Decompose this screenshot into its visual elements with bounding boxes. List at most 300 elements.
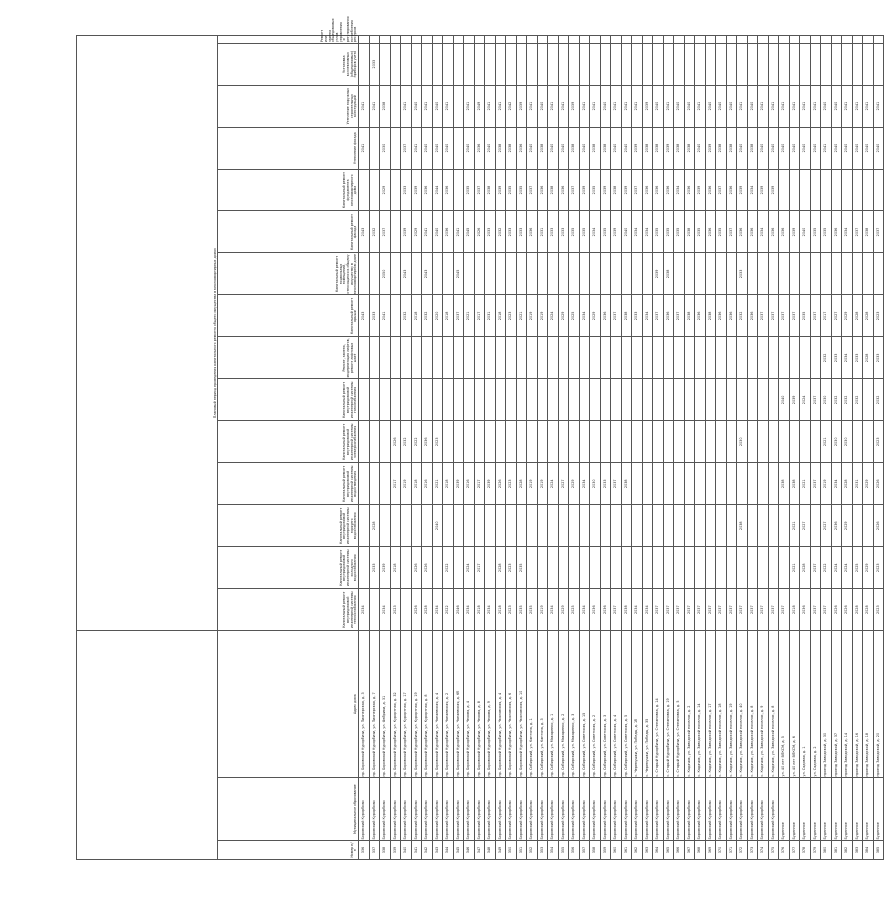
- year-cell: [443, 421, 454, 463]
- year-cell: [747, 547, 758, 589]
- year-cell: 2033: [401, 169, 412, 211]
- year-cell: [569, 421, 580, 463]
- year-cell: [747, 463, 758, 505]
- year-cell: [642, 463, 653, 505]
- year-cell: [800, 253, 811, 295]
- year-cell: 2036: [695, 295, 706, 337]
- year-cell: [390, 36, 401, 44]
- row-number-cell: 375: [768, 841, 779, 860]
- year-cell: 2017: [474, 463, 485, 505]
- year-cell: 2040: [695, 127, 706, 169]
- table-row: [632, 36, 643, 860]
- table-row: [800, 36, 811, 860]
- year-cell: 2040: [779, 379, 790, 421]
- year-cell: [621, 421, 632, 463]
- year-cell: [653, 379, 664, 421]
- year-cell: 2035: [506, 169, 517, 211]
- table-row: [831, 36, 842, 860]
- year-cell: [674, 505, 685, 547]
- year-cell: 2037: [810, 589, 821, 631]
- year-cell: [453, 127, 464, 169]
- year-cell: 2019: [537, 295, 548, 337]
- address-cell: с. Кадачик, ул. Заводской поселок, д. 40: [737, 631, 748, 778]
- year-cell: [642, 36, 653, 44]
- table-row: [432, 36, 443, 860]
- year-cell: [800, 169, 811, 211]
- year-cell: [873, 36, 884, 44]
- year-cell: [873, 169, 884, 211]
- year-cell: [401, 379, 412, 421]
- municipality-cell: Боровский Курорбизи: [663, 778, 674, 841]
- year-cell: 2026: [831, 589, 842, 631]
- address-cell: ул. 40 лет ВЛКСМ, д. 6: [789, 631, 800, 778]
- year-cell: [747, 421, 758, 463]
- year-cell: [768, 379, 779, 421]
- year-cell: 2032: [422, 295, 433, 337]
- year-cell: 2020: [432, 295, 443, 337]
- row-number-cell: 340: [401, 841, 412, 860]
- year-cell: 2038: [779, 463, 790, 505]
- table-row: [359, 36, 370, 860]
- year-cell: [453, 337, 464, 379]
- year-cell: [611, 421, 622, 463]
- table-row: [369, 36, 380, 860]
- year-cell: [810, 36, 821, 44]
- year-cell: 2035: [464, 169, 475, 211]
- year-cell: [716, 43, 727, 85]
- year-cell: [558, 379, 569, 421]
- row-number-cell: 358: [590, 841, 601, 860]
- year-cell: [569, 43, 580, 85]
- year-cell: 2039: [453, 463, 464, 505]
- year-cell: [422, 379, 433, 421]
- year-cell: [411, 253, 422, 295]
- table-row: [516, 36, 527, 860]
- year-cell: [527, 337, 538, 379]
- year-cell: [789, 253, 800, 295]
- year-cell: [485, 337, 496, 379]
- year-cell: [684, 43, 695, 85]
- year-cell: 2037: [810, 463, 821, 505]
- year-cell: [821, 43, 832, 85]
- year-cell: [831, 36, 842, 44]
- header-lift: Ремонт, замена, модернизация лифтов, ремонт лифтовых шахт: [218, 337, 359, 379]
- year-cell: 2034: [485, 589, 496, 631]
- year-cell: [642, 337, 653, 379]
- year-cell: [716, 253, 727, 295]
- year-cell: [453, 547, 464, 589]
- year-cell: [527, 253, 538, 295]
- year-cell: [705, 547, 716, 589]
- year-cell: 2043: [359, 295, 370, 337]
- row-number-cell: 361: [621, 841, 632, 860]
- year-cell: 2041: [873, 85, 884, 127]
- year-cell: [821, 36, 832, 44]
- year-cell: [401, 505, 412, 547]
- address-cell: пр. Боровский Курорбизи, ул. Пионерская, д. 3: [359, 631, 370, 778]
- municipality-cell: Боровский Курорбизи: [401, 778, 412, 841]
- year-cell: 2019: [537, 463, 548, 505]
- municipality-cell: Буденное: [852, 778, 863, 841]
- year-cell: 2027: [831, 295, 842, 337]
- year-cell: 2034: [831, 463, 842, 505]
- year-cell: [779, 547, 790, 589]
- row-number-cell: 343: [432, 841, 443, 860]
- year-cell: 2040: [432, 85, 443, 127]
- table-row: [569, 36, 580, 860]
- year-cell: 2036: [779, 211, 790, 253]
- year-cell: 2040: [821, 85, 832, 127]
- year-cell: [726, 379, 737, 421]
- year-cell: 2029: [863, 463, 874, 505]
- year-cell: 2040: [422, 127, 433, 169]
- year-cell: [485, 43, 496, 85]
- year-cell: 2036: [747, 295, 758, 337]
- municipality-cell: Боровский Курорбизи: [747, 778, 758, 841]
- year-cell: [516, 43, 527, 85]
- year-cell: [558, 43, 569, 85]
- year-cell: [380, 379, 391, 421]
- year-cell: [548, 43, 559, 85]
- year-cell: 2037: [611, 295, 622, 337]
- year-cell: [747, 505, 758, 547]
- year-cell: [831, 43, 842, 85]
- year-cell: 2036: [663, 169, 674, 211]
- year-cell: [485, 547, 496, 589]
- year-cell: [779, 337, 790, 379]
- year-cell: [653, 36, 664, 44]
- year-cell: 2029: [842, 505, 853, 547]
- year-cell: 2040: [873, 127, 884, 169]
- year-cell: 2032: [821, 337, 832, 379]
- year-cell: 2033: [873, 337, 884, 379]
- year-cell: 2037: [758, 295, 769, 337]
- year-cell: 2039: [758, 169, 769, 211]
- year-cell: [789, 337, 800, 379]
- year-cell: [380, 337, 391, 379]
- year-cell: [495, 337, 506, 379]
- year-cell: [359, 463, 370, 505]
- address-cell: с. Кадачик, ул. Заводской поселок, д. 17: [705, 631, 716, 778]
- year-cell: [527, 547, 538, 589]
- year-cell: 2040: [579, 127, 590, 169]
- year-cell: 2023: [873, 589, 884, 631]
- row-number-cell: 377: [789, 841, 800, 860]
- year-cell: 2039: [789, 211, 800, 253]
- year-cell: 2038: [548, 169, 559, 211]
- year-cell: 2036: [600, 295, 611, 337]
- year-cell: [537, 547, 548, 589]
- table-row: [747, 36, 758, 860]
- address-cell: с. Кадачик, ул. Заводской поселок, д. 2: [684, 631, 695, 778]
- year-cell: [495, 36, 506, 44]
- year-cell: [443, 36, 454, 44]
- year-cell: 2028: [852, 295, 863, 337]
- year-cell: [758, 337, 769, 379]
- year-cell: 2023: [506, 589, 517, 631]
- year-cell: [716, 505, 727, 547]
- year-cell: 2026: [873, 505, 884, 547]
- year-cell: 2040: [464, 127, 475, 169]
- table-row: [789, 36, 800, 860]
- table-row: [726, 36, 737, 860]
- year-cell: [422, 36, 433, 44]
- year-cell: 2037: [779, 589, 790, 631]
- table-row: [485, 36, 496, 860]
- year-cell: 2017: [390, 463, 401, 505]
- year-cell: [863, 379, 874, 421]
- year-cell: 2038: [705, 295, 716, 337]
- year-cell: [485, 36, 496, 44]
- year-cell: 2044: [432, 169, 443, 211]
- year-cell: 2034: [380, 589, 391, 631]
- year-cell: [684, 547, 695, 589]
- year-cell: [359, 421, 370, 463]
- municipality-cell: Боровский Курорбизи: [653, 778, 664, 841]
- year-cell: 2041: [380, 295, 391, 337]
- header-hot: Капитальный ремонт внутридомовой инженерной системы горячего водоснабжения: [218, 505, 359, 547]
- year-cell: [600, 547, 611, 589]
- year-cell: [422, 505, 433, 547]
- year-cell: [632, 547, 643, 589]
- year-cell: 2030: [842, 421, 853, 463]
- year-cell: [653, 547, 664, 589]
- year-cell: [464, 43, 475, 85]
- year-cell: 2040: [600, 85, 611, 127]
- year-cell: 2029: [558, 589, 569, 631]
- year-cell: [621, 379, 632, 421]
- year-cell: 2032: [495, 211, 506, 253]
- year-cell: [621, 43, 632, 85]
- year-cell: [569, 547, 580, 589]
- year-cell: [747, 253, 758, 295]
- row-number-cell: 341: [411, 841, 422, 860]
- year-cell: [453, 421, 464, 463]
- year-cell: 2043: [422, 253, 433, 295]
- row-number-cell: 380: [821, 841, 832, 860]
- year-cell: [369, 337, 380, 379]
- year-cell: 2041: [768, 85, 779, 127]
- year-cell: 2018: [443, 295, 454, 337]
- year-cell: 2024: [800, 379, 811, 421]
- year-cell: 2035: [695, 211, 706, 253]
- year-cell: 2041: [810, 85, 821, 127]
- address-cell: пр. Боровский Курорбизи, ул. Фабрики, д. 31: [380, 631, 391, 778]
- year-cell: 2029: [569, 463, 580, 505]
- year-cell: [569, 253, 580, 295]
- municipality-cell: Боровский Курорбизи: [474, 778, 485, 841]
- year-cell: 2032: [842, 379, 853, 421]
- year-cell: 2039: [695, 169, 706, 211]
- year-cell: 2036: [516, 127, 527, 169]
- year-cell: [726, 36, 737, 44]
- year-cell: [600, 379, 611, 421]
- year-cell: 2035: [516, 169, 527, 211]
- table-body: [359, 36, 884, 860]
- year-cell: 2037: [810, 295, 821, 337]
- year-cell: [527, 421, 538, 463]
- year-cell: [642, 505, 653, 547]
- year-cell: [453, 379, 464, 421]
- table-row: [873, 36, 884, 860]
- table-row: [810, 36, 821, 860]
- address-cell: пр. Боровский Курорбизи, ул. Чкаловская, д. 4: [495, 631, 506, 778]
- year-cell: 2034: [632, 211, 643, 253]
- year-cell: [548, 36, 559, 44]
- year-cell: 2016: [464, 463, 475, 505]
- row-number-cell: 371: [726, 841, 737, 860]
- year-cell: [453, 85, 464, 127]
- year-cell: [674, 36, 685, 44]
- address-cell: пр. Сибирский, ул. Советская, д. 2: [590, 631, 601, 778]
- year-cell: 2037: [474, 169, 485, 211]
- year-cell: 2050: [380, 253, 391, 295]
- table-row: [453, 36, 464, 860]
- year-cell: [453, 169, 464, 211]
- address-cell: с. Старый Курорбизи, ул. Степановка, д. 19: [663, 631, 674, 778]
- row-number-cell: 363: [642, 841, 653, 860]
- year-cell: [537, 43, 548, 85]
- year-cell: 2027: [821, 505, 832, 547]
- municipality-cell: Буденное: [779, 778, 790, 841]
- year-cell: [485, 379, 496, 421]
- year-cell: [537, 421, 548, 463]
- year-cell: [380, 421, 391, 463]
- year-cell: [726, 337, 737, 379]
- year-cell: 2040: [443, 127, 454, 169]
- year-cell: [464, 36, 475, 44]
- year-cell: 2030: [590, 463, 601, 505]
- year-cell: [674, 337, 685, 379]
- year-cell: 2028: [842, 463, 853, 505]
- year-cell: [863, 505, 874, 547]
- year-cell: [537, 505, 548, 547]
- table-row: [422, 36, 433, 860]
- table-row: [590, 36, 601, 860]
- table-row: [537, 36, 548, 860]
- year-cell: [789, 43, 800, 85]
- year-cell: 2037: [453, 295, 464, 337]
- table-row: [600, 36, 611, 860]
- address-cell: проезд Заводской, д. 16: [852, 631, 863, 778]
- year-cell: 2036: [422, 169, 433, 211]
- row-number-cell: 382: [842, 841, 853, 860]
- table-row: [684, 36, 695, 860]
- year-cell: 2026: [390, 421, 401, 463]
- year-cell: [516, 253, 527, 295]
- row-number-cell: 378: [800, 841, 811, 860]
- year-cell: [821, 169, 832, 211]
- year-cell: [590, 337, 601, 379]
- year-cell: 2038: [653, 127, 664, 169]
- year-cell: 2034: [674, 169, 685, 211]
- year-cell: [611, 43, 622, 85]
- year-cell: 2041: [852, 85, 863, 127]
- year-cell: 2016: [422, 463, 433, 505]
- year-cell: 2034: [758, 211, 769, 253]
- municipality-cell: Боровский Курорбизи: [590, 778, 601, 841]
- year-cell: [716, 463, 727, 505]
- year-cell: 2037: [716, 589, 727, 631]
- year-cell: 2037: [852, 211, 863, 253]
- year-cell: 2037: [653, 589, 664, 631]
- year-cell: [506, 36, 517, 44]
- year-cell: [464, 379, 475, 421]
- year-cell: [810, 421, 821, 463]
- year-cell: 2019: [401, 463, 412, 505]
- address-cell: пр. Сибирский, ул. Советская, д. 5: [621, 631, 632, 778]
- header-address: Адрес дома: [218, 631, 359, 778]
- year-cell: 2033: [558, 211, 569, 253]
- header-facade: Капитальный ремонт фасада: [218, 211, 359, 253]
- year-cell: 2032: [831, 379, 842, 421]
- year-cell: 2036: [422, 421, 433, 463]
- year-cell: [485, 253, 496, 295]
- year-cell: 2040: [674, 85, 685, 127]
- year-cell: 2036: [474, 127, 485, 169]
- year-cell: 2025: [569, 295, 580, 337]
- year-cell: [642, 379, 653, 421]
- year-cell: [611, 505, 622, 547]
- year-cell: [359, 337, 370, 379]
- address-cell: пр. Сибирский, ул. Макаренко, д. 1: [548, 631, 559, 778]
- year-cell: 2041: [821, 127, 832, 169]
- year-cell: [411, 36, 422, 44]
- row-number-cell: 368: [695, 841, 706, 860]
- year-cell: [768, 253, 779, 295]
- year-cell: [758, 421, 769, 463]
- year-cell: 2019: [821, 463, 832, 505]
- row-number-cell: 383: [852, 841, 863, 860]
- year-cell: 2017: [474, 547, 485, 589]
- row-number-cell: 352: [527, 841, 538, 860]
- year-cell: 2041: [443, 85, 454, 127]
- year-cell: 2022: [411, 421, 422, 463]
- year-cell: [537, 379, 548, 421]
- year-cell: 2035: [674, 211, 685, 253]
- year-cell: 2040: [611, 127, 622, 169]
- year-cell: 2038: [621, 295, 632, 337]
- year-cell: [632, 463, 643, 505]
- year-cell: [852, 43, 863, 85]
- year-cell: [863, 169, 874, 211]
- year-cell: 2033: [632, 295, 643, 337]
- year-cell: 2038: [684, 211, 695, 253]
- year-cell: 2040: [537, 85, 548, 127]
- municipality-cell: Боровский Курорбизи: [464, 778, 475, 841]
- year-cell: [632, 43, 643, 85]
- header-cold: Капитальный ремонт внутридомовой инженерной системы холодного водоснабжения: [218, 547, 359, 589]
- year-cell: 2038: [747, 127, 758, 169]
- year-cell: [737, 379, 748, 421]
- year-cell: [495, 379, 506, 421]
- year-cell: [485, 505, 496, 547]
- year-cell: [453, 43, 464, 85]
- year-cell: 2038: [642, 127, 653, 169]
- year-cell: [359, 169, 370, 211]
- year-cell: 2026: [474, 211, 485, 253]
- municipality-cell: Буденное: [800, 778, 811, 841]
- year-cell: 2034: [359, 589, 370, 631]
- year-cell: 2037: [779, 295, 790, 337]
- year-cell: 2037: [674, 589, 685, 631]
- year-cell: 2036: [831, 211, 842, 253]
- header-devices: Ремонт или замена общедомовых узлов управления и регулирования потребления ресурсов: [218, 36, 359, 44]
- year-cell: 2041: [359, 85, 370, 127]
- year-cell: [621, 505, 632, 547]
- year-cell: 2036: [768, 211, 779, 253]
- year-cell: 2032: [737, 295, 748, 337]
